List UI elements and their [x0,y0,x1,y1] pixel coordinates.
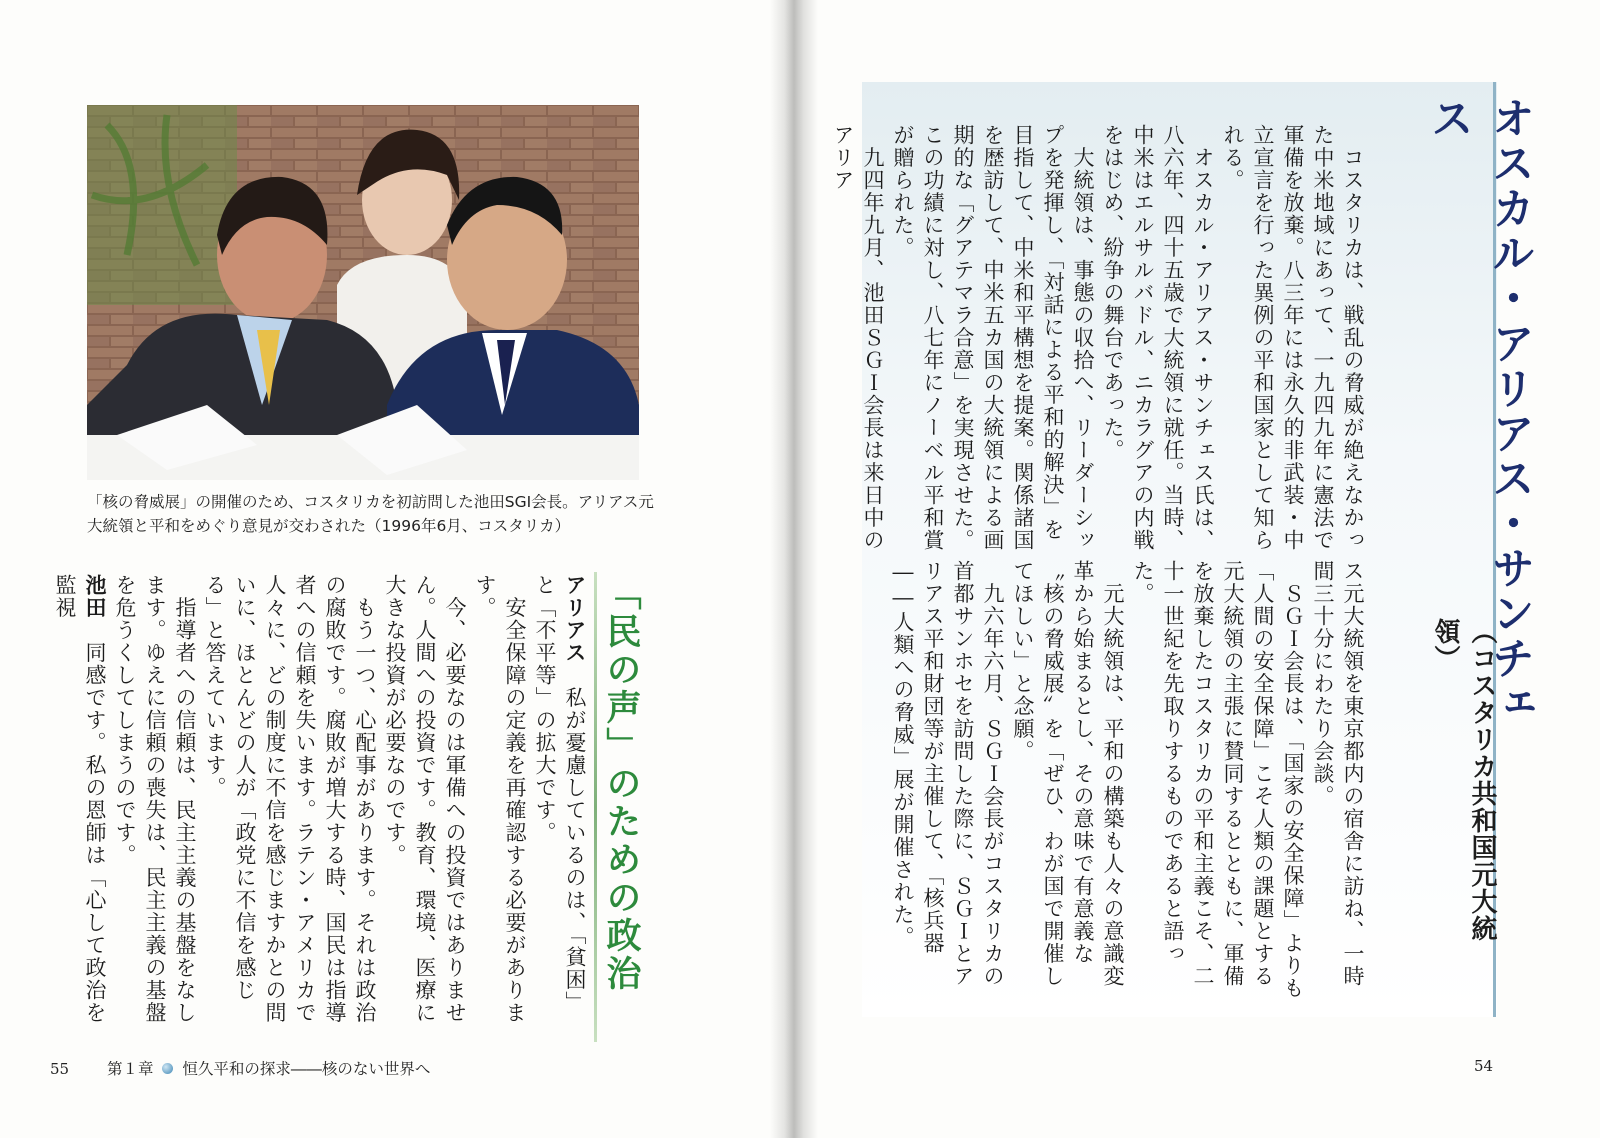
page-number-right: 54 [1474,1057,1494,1075]
speaker-arias: アリアス [563,574,588,664]
book-gutter [770,0,818,1138]
left-footer [50,1057,430,1079]
page-number-left: 55 [50,1060,70,1078]
photo-caption [87,490,654,538]
profile-body-lower: ス元大統領を東京都内の宿舎に訪ね、一時間三十分にわたり会談。 ＳＧＩ会長は、「国家の安全保障」よりも「人間の安全保障」こそ人類の課題とする元大統領の主張に賛同するとともに、軍備を放棄したコスタリカの平和主義こそ、二十一世紀を先取りするものであると語った。 元大統領は、平和の構築も人々の意識変革から始まるとし、その意味で有意義な〝核の脅威展〟を「ぜひ、わが国で開催してほしい」と念願。 九六年六月、ＳＧＩ会長がコスタリカの首都サンホセを訪問した際に、ＳＧＩとアリアス平和財団等が主催して、「核兵器――人類への脅威」展が開催された。 [891,560,1365,1000]
section-heading: 「民の声」のための政治 [601,575,641,993]
photo-caption-line-2: 大統領と平和をめぐり意見が交わされた（1996年6月、コスタリカ） [87,517,571,535]
profile-body-upper: コスタリカは、戦乱の脅威が絶えなかった中米地域にあって、一九四九年に憲法で軍備を放棄。八三年には永久的非武装・中立宣言を行った異例の平和国家として知られる。 オスカル・アリアス・サンチェス氏は、八六年、四十五歳で大統領に就任。当時、中米はエルサルバドル、ニカラグアの内戦をはじめ、紛争の舞台であった。 大統領は、事態の収拾へ、リーダーシップを発揮し、「対話による平和的解決」を目指して、中米和平構想を提案。関係諸国を歴訪して、中米五カ国の大統領による画期的な「グアテマラ合意」を実現させた。この功績に対し、八七年にノーベル平和賞が贈られた。 九四年九月、池田ＳＧＩ会長は来日中のアリア [831,124,1365,552]
photo-illustration [87,105,639,480]
right-footer [1474,1057,1493,1075]
speaker-ikeda: 池田 [83,574,108,619]
profile-subtitle: （コスタリカ共和国元大統領） [1430,618,1497,942]
profile-title: オスカル・アリアス・サンチェス [1424,96,1535,726]
ikeda-remark: 同感です。私の恩師は「心して政治を監視 [53,574,107,1024]
photo [87,105,639,480]
chapter-title: 恒久平和の探求――核のない世界へ [182,1060,431,1078]
chapter-bullet-icon [162,1063,173,1074]
dialogue-text [50,574,590,1029]
chapter-label: 第１章 [106,1060,154,1078]
arias-remark: 私が憂慮しているのは、「貧困」と「不平等」の拡大です。 安全保障の定義を再確認する必要があります。 今、必要なのは軍備への投資ではありません。人間への投資です。教育、環境、医療に大きな投資が必要なのです。 もう一つ、心配事があります。それは政治の腐敗です。腐敗が増大する時、国民は指導者への信頼を失います。ラテン・アメリカで人々に、どの制度に不信を感じますかとの問いに、ほとんどの人が「政党に不信を感じる」と答えています。 指導者への信頼は、民主主義の基盤をなします。ゆえに信頼の喪失は、民主主義の基盤を危うくしてしまうのです。 [113,574,587,1024]
photo-caption-line-1: 「核の脅威展」の開催のため、コスタリカを初訪問した池田SGI会長。アリアス元 [87,493,654,511]
